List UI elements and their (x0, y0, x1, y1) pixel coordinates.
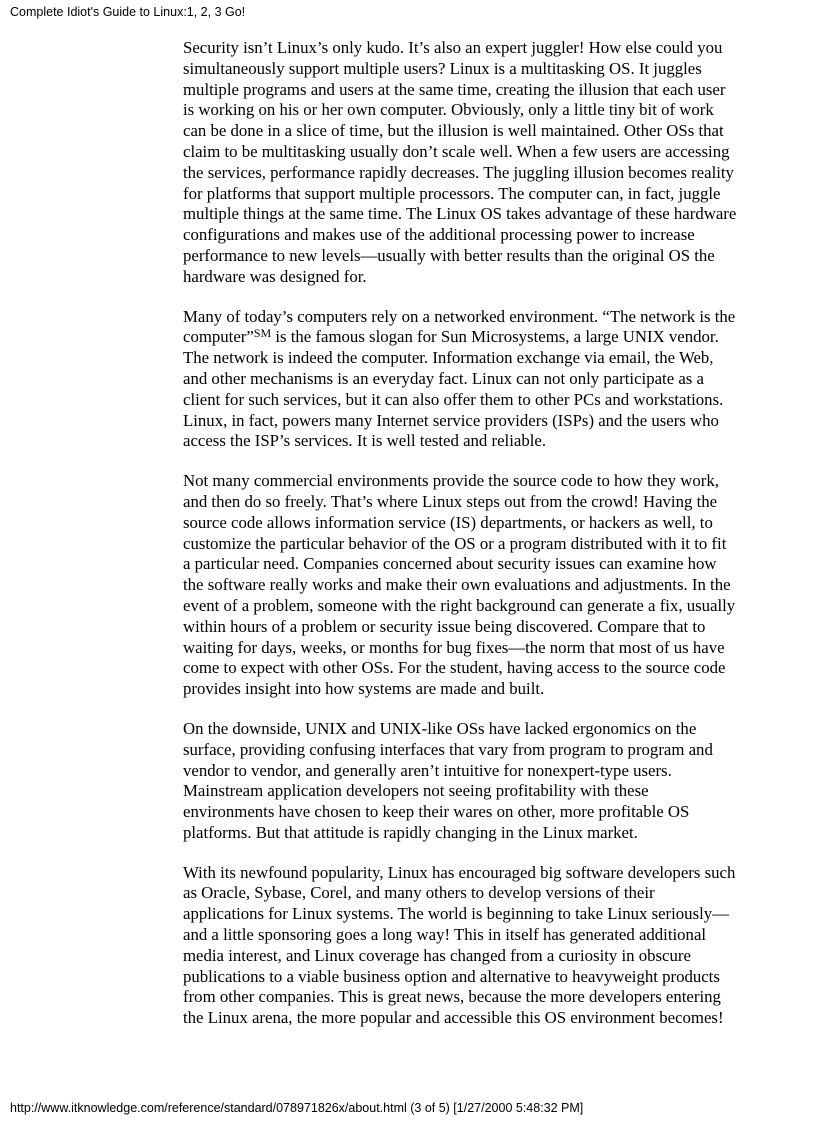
page-footer-url: http://www.itknowledge.com/reference/standard/078971826x/about.html (3 of 5) [1/27/2000 5:48:32 PM] (10, 1101, 584, 1115)
paragraph-networking-text-start: Many of today’s computers rely on a networked environment. “The network is the computer” (183, 306, 736, 347)
paragraph-networking-text-end: is the famous slogan for Sun Microsystems, a large UNIX vendor. The network is indeed the computer. Information exchange via email, the Web, and other mechanisms is an everyday fact. Linux can not only participate as a client for such services, but it can also offer them to other PCs and workstations. Linux, in fact, powers many Internet service providers (ISPs) and the users who access the ISP’s services. It is well tested and reliable. (183, 327, 724, 451)
paragraph-networking (183, 307, 738, 453)
paragraph-multitasking: Security isn’t Linux’s only kudo. It’s also an expert juggler! How else could you simultaneously support multiple users? Linux is a multitasking OS. It juggles multiple programs and users at the same time, creating the illusion that each user is working on his or her own computer. Obviously, only a little tiny bit of work can be done in a slice of time, but the illusion is well maintained. Other OSs that claim to be multitasking usually don’t scale well. When a few users are accessing the services, performance rapidly decreases. The juggling illusion becomes reality for platforms that support multiple processors. The computer can, in fact, juggle multiple things at the same time. The Linux OS takes advantage of these hardware configurations and makes use of the additional processing power to increase performance to new levels—usually with better results than the original OS the hardware was designed for. (183, 38, 737, 286)
page-header: Complete Idiot's Guide to Linux:1, 2, 3 Go! (10, 5, 246, 19)
paragraph-downside: On the downside, UNIX and UNIX-like OSs have lacked ergonomics on the surface, providing confusing interfaces that vary from program to program and vendor to vendor, and generally aren’t intuitive for nonexpert-type users. Mainstream application developers not seeing profitability with these environments have chosen to keep their wares on other, more profitable OS platforms. But that attitude is rapidly changing in the Linux market. (183, 718, 713, 842)
service-mark-superscript: SM (253, 326, 272, 341)
paragraph-popularity: With its newfound popularity, Linux has encouraged big software developers such as Oracle, Sybase, Corel, and many others to develop versions of their applications for Linux systems. The world is beginning to take Linux seriously—and a little sponsoring goes a long way! This in itself has generated additional media interest, and Linux coverage has changed from a curiosity in obscure publications to a viable business option and alternative to heavyweight products from other companies. This is great news, because the more developers entering the Linux arena, the more popular and accessible this OS environment becomes! (183, 862, 736, 1028)
article-body (183, 38, 738, 1029)
paragraph-source-code: Not many commercial environments provide the source code to how they work, and then do so freely. That’s where Linux steps out from the crowd! Having the source code allows information service (IS) departments, or hackers as well, to customize the particular behavior of the OS or a program distributed with it to fit a particular need. Companies concerned about security issues can examine how the software really works and make their own evaluations and adjustments. In the event of a problem, someone with the right background can generate a fix, usually within hours of a problem or security issue being discovered. Compare that to waiting for days, weeks, or months for bug fixes—the norm that most of us have come to expect with other OSs. For the student, having access to the source code provides insight into how systems are made and built. (183, 471, 736, 699)
